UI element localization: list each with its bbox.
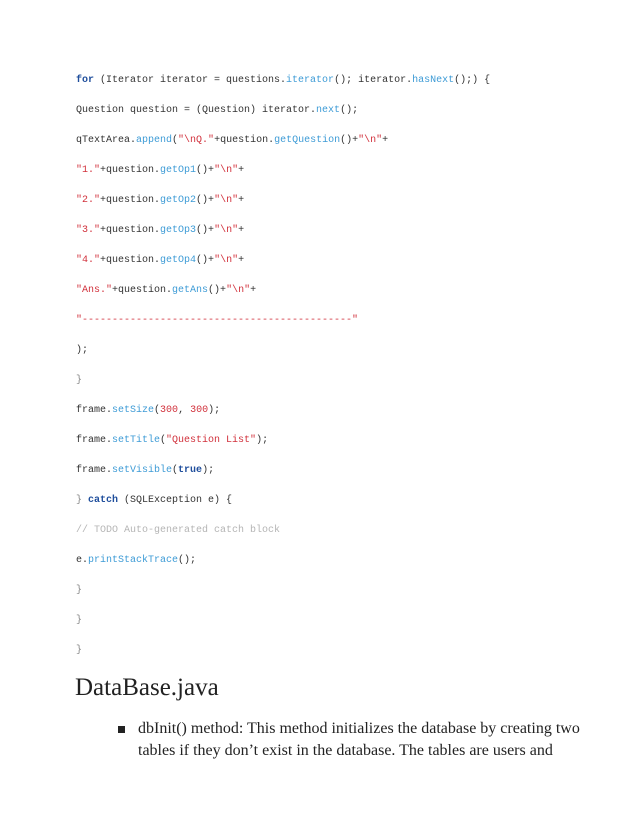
code-line: } xyxy=(76,585,83,596)
code-line: "2."+question.getOp2()+"\n"+ xyxy=(76,195,245,206)
list-item xyxy=(118,718,588,762)
code-line: for (Iterator iterator = questions.iterator(); iterator.hasNext();) { xyxy=(76,75,491,86)
code-line: frame.setSize(300, 300); xyxy=(76,405,221,416)
code-line: "---------------------------------------------" xyxy=(76,315,359,326)
code-line: } catch (SQLException e) { xyxy=(76,495,233,506)
code-line: Question question = (Question) iterator.next(); xyxy=(76,105,359,116)
code-line: "Ans."+question.getAns()+"\n"+ xyxy=(76,285,257,296)
code-line: // TODO Auto-generated catch block xyxy=(76,525,281,536)
code-line: } xyxy=(76,615,83,626)
code-line: "4."+question.getOp4()+"\n"+ xyxy=(76,255,245,266)
bullet-square-icon xyxy=(118,726,125,733)
code-line: frame.setVisible(true); xyxy=(76,465,215,476)
code-line: e.printStackTrace(); xyxy=(76,555,197,566)
code-line: qTextArea.append("\nQ."+question.getQuestion()+"\n"+ xyxy=(76,135,389,146)
code-line: ); xyxy=(76,345,89,356)
section-heading: DataBase.java xyxy=(75,674,219,701)
code-line: } xyxy=(76,645,83,656)
code-line: } xyxy=(76,375,83,386)
code-line: "1."+question.getOp1()+"\n"+ xyxy=(76,165,245,176)
code-line: "3."+question.getOp3()+"\n"+ xyxy=(76,225,245,236)
list-item-text: dbInit() method: This method initializes the database by creating two tables if they don’t exist in the database. The tables are users and xyxy=(138,720,580,759)
code-line: frame.setTitle("Question List"); xyxy=(76,435,269,446)
